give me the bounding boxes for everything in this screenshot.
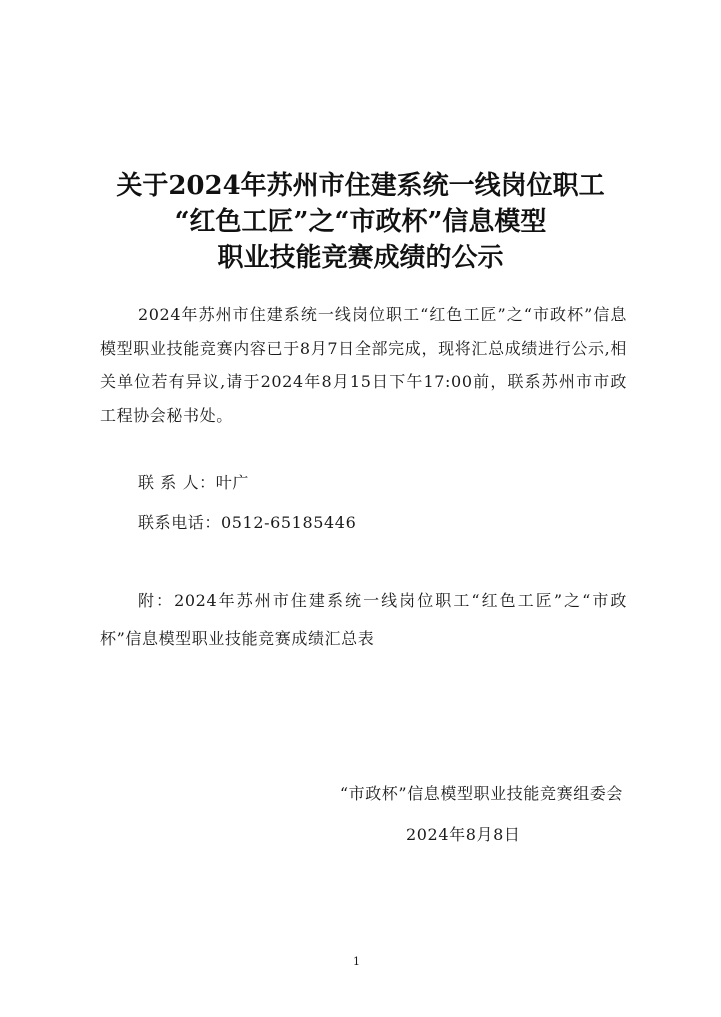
signature-date: 2024年8月8日 xyxy=(406,825,521,844)
title-line-1: 关于2024年苏州市住建系统一线岗位职工 xyxy=(116,171,605,201)
organizer-signature: “市政杯”信息模型职业技能竞赛组委会 xyxy=(339,784,623,803)
title-line-2: “红色工匠”之“市政杯”信息模型 xyxy=(174,207,547,237)
title-line-3: 职业技能竞赛成绩的公示 xyxy=(217,243,504,273)
page-number: 1 xyxy=(353,955,360,968)
notice-body xyxy=(100,298,627,432)
contact-phone: 联系电话：0512-65185446 xyxy=(138,513,357,532)
document-title xyxy=(60,168,661,276)
attachment-note: 附：2024年苏州市住建系统一线岗位职工“红色工匠”之“市政杯”信息模型职业技能竞赛成绩汇总表 xyxy=(100,591,627,648)
contact-person: 联 系 人：叶广 xyxy=(138,473,249,492)
notice-paragraph: 2024年苏州市住建系统一线岗位职工“红色工匠”之“市政杯”信息模型职业技能竞赛内容已于8月7日全部完成，现将汇总成绩进行公示,相关单位若有异议,请于2024年8月15日下午17:00前，联系苏州市市政工程协会秘书处。 xyxy=(100,305,627,425)
